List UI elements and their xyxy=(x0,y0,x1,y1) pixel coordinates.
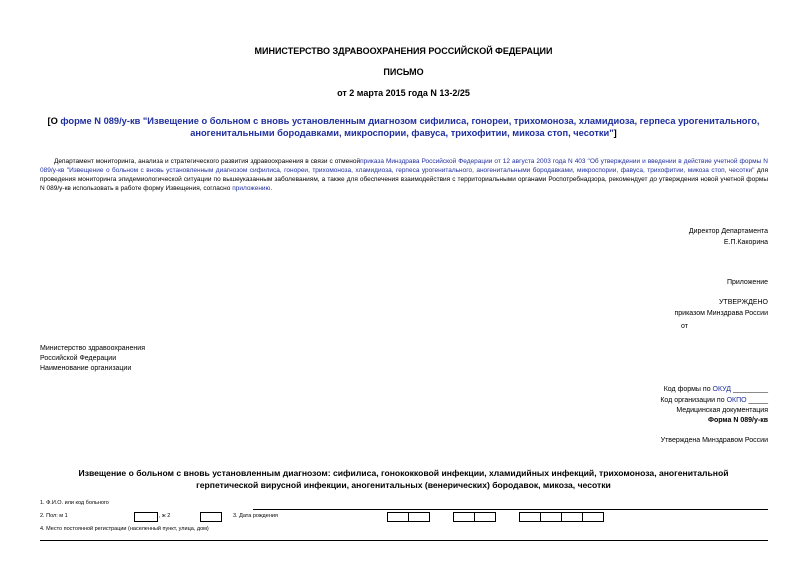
letter-date-number: от 2 марта 2015 года N 13-2/25 xyxy=(337,88,470,98)
subject-close-bracket: ] xyxy=(613,128,617,138)
okpo-prefix: Код организации по xyxy=(660,397,727,404)
approved-label: УТВЕРЖДЕНО xyxy=(718,299,768,306)
birth-year-box-1[interactable] xyxy=(519,512,541,522)
field-sex-label: 2. Пол: м 1 xyxy=(40,513,68,519)
body-text-start: Департамент мониторинга, анализа и стратегического развития здравоохранения в связи с отменой xyxy=(54,158,361,165)
ministry-header: МИНИСТЕРСТВО ЗДРАВООХРАНЕНИЯ РОССИЙСКОЙ ФЕДЕРАЦИИ xyxy=(254,46,553,56)
field-address-label: 4. Место постоянной регистрации (населенный пункт, улица, дом) xyxy=(40,526,209,532)
birth-year-box-2[interactable] xyxy=(540,512,562,522)
approved-from: от xyxy=(681,323,688,330)
form-number: Форма N 089/у-кв xyxy=(707,417,768,424)
form-title-line2: герпетической вирусной инфекции, аногенитальных (венерических) бородавок, микоза, чесотки xyxy=(196,480,611,490)
okud-code xyxy=(664,385,768,395)
org-name-label: Наименование организации xyxy=(40,365,132,372)
subject-link[interactable]: форме N 089/у-кв "Извещение о больном с вновь установленным диагнозом сифилиса, гонореи, трихомоноза, хламидиоза, герпеса урогенитального, xyxy=(60,116,760,126)
body-text-rest: для проведения мониторинга эпидемиологической ситуации по вышеуказанным заболеваниям, а также для обеспечения взаимодействия с территориальными органами Роспотребнадзора, рекомендует до утверждения новой учетной формы N 089/у-кв использовать в работе форму Извещения, согласно xyxy=(40,167,768,192)
sex-male-box[interactable] xyxy=(134,512,158,522)
doc-type: ПИСЬМО xyxy=(383,67,424,77)
okud-link[interactable]: ОКУД xyxy=(712,386,732,393)
sex-female-box[interactable] xyxy=(200,512,222,522)
birth-year-box-3[interactable] xyxy=(561,512,583,522)
org-line2: Российской Федерации xyxy=(40,355,117,362)
approved-by-ministry: Утверждена Минздравом России xyxy=(660,437,768,444)
form-title-line1: Извещение о больном с вновь установленным диагнозом: сифилиса, гонококковой инфекции, хламидийных инфекций, трихомоноза, аногенитальной xyxy=(78,468,729,478)
appendix-link[interactable]: приложению xyxy=(232,185,271,192)
okud-prefix: Код формы по xyxy=(663,386,713,393)
subject-link-line2[interactable]: аногенитальными бородавками, микроспории, фавуса, трихофитии, микоза стоп, чесотки" xyxy=(190,128,614,138)
body-text-end: . xyxy=(270,185,273,192)
approved-order: приказом Минздрава России xyxy=(674,310,768,317)
field-name-label: 1. Ф.И.О. или код больного xyxy=(40,500,109,506)
okud-blank: _________ xyxy=(731,386,768,393)
birth-day-box-1[interactable] xyxy=(387,512,409,522)
appendix-label: Приложение xyxy=(726,279,768,286)
field-sex-female-label: , ж 2 xyxy=(159,513,171,519)
okpo-link[interactable]: ОКПО xyxy=(726,397,747,404)
org-line1: Министерство здравоохранения xyxy=(40,345,145,352)
form-title xyxy=(0,467,807,491)
field-name-line[interactable] xyxy=(253,509,768,510)
subject-open-bracket: [О xyxy=(47,116,61,126)
birth-month-box-1[interactable] xyxy=(453,512,475,522)
order-link[interactable]: приказа Минздрава Российской Федерации от 12 августа 2003 года N 403 "Об утверждении и введении в действие учетной формы N 089/у-кв "Извещение о больном с вновь установленным диагнозом сифилиса, гонореи, трихомоноза, хламидиоза, герпеса урогенитального, аногенитальными бородавками, микроспории, фавуса, трихофитии, микоза стоп, чесотки" xyxy=(40,158,768,174)
field-address-line[interactable] xyxy=(40,540,768,541)
birth-month-box-2[interactable] xyxy=(474,512,496,522)
signature-title: Директор Департамента xyxy=(688,228,768,235)
okpo-code xyxy=(660,396,768,406)
field-birthdate-label: 3. Дата рождения xyxy=(233,513,278,519)
letter-subject xyxy=(0,115,807,139)
birth-day-box-2[interactable] xyxy=(408,512,430,522)
signature-name: Е.П.Какорина xyxy=(723,239,768,246)
body-paragraph xyxy=(40,157,768,193)
medical-doc-label: Медицинская документация xyxy=(676,407,768,414)
birth-year-box-4[interactable] xyxy=(582,512,604,522)
okpo-blank: _____ xyxy=(746,397,768,404)
